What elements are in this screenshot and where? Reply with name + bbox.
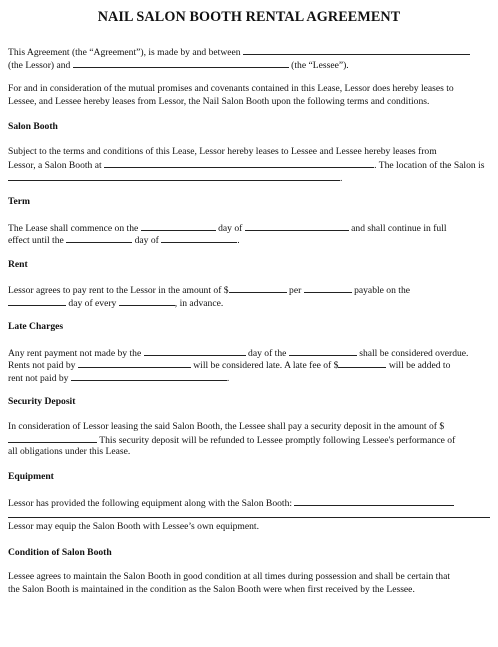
lessee-name-blank[interactable]: [73, 58, 289, 68]
late-period: .: [226, 372, 230, 384]
security-deposit-paragraph: [8, 421, 490, 459]
commence-day-blank[interactable]: [141, 221, 216, 231]
late-charges-heading: Late Charges: [8, 321, 64, 332]
document-title: NAIL SALON BOOTH RENTAL AGREEMENT: [97, 9, 401, 25]
late-month-blank[interactable]: [289, 346, 357, 356]
rent-heading: Rent: [8, 258, 28, 270]
security-line-1: In consideration of Lessor leasing the said Salon Booth, the Lessee shall pay a security deposit in the amount of $: [8, 420, 445, 432]
late-day-of-label: day of the: [248, 347, 287, 359]
rent-period-blank[interactable]: [304, 283, 352, 293]
intro-paragraph: [8, 45, 490, 70]
late-not-paid-date-blank[interactable]: [71, 371, 227, 381]
term-day-of-label: day of: [218, 222, 243, 234]
rent-per-label: per: [289, 285, 302, 296]
rent-amount-label: Lessor agrees to pay rent to the Lessor in the amount of $: [8, 285, 229, 296]
security-line-3: all obligations under this Lease.: [8, 445, 131, 457]
end-month-blank[interactable]: [161, 233, 237, 243]
late-rents-not-paid-label: Rents not paid by: [8, 360, 76, 371]
salon-location-period: .: [340, 172, 343, 184]
late-overdue-label: shall be considered overdue.: [359, 347, 469, 359]
rent-paragraph: [8, 283, 490, 308]
late-added-label: will be added to: [388, 360, 451, 371]
salon-booth-at-label: Lessor, a Salon Booth at: [8, 160, 102, 171]
equipment-provided-label: Lessor has provided the following equipment along with the Salon Booth:: [8, 497, 293, 509]
rent-frequency-blank[interactable]: [119, 296, 175, 306]
salon-location-blank[interactable]: [8, 171, 340, 181]
condition-line-1: Lessee agrees to maintain the Salon Booth in good condition at all times during possession and shall be certain that: [8, 571, 451, 582]
booth-address-blank[interactable]: [104, 158, 374, 168]
salon-booth-heading: Salon Booth: [8, 121, 58, 132]
equipment-heading: Equipment: [8, 471, 54, 482]
late-fee-amount-blank[interactable]: [338, 358, 386, 368]
term-heading: Term: [8, 196, 31, 207]
term-commence-label: The Lease shall commence on the: [8, 222, 139, 234]
end-day-blank[interactable]: [66, 233, 132, 243]
term-until-label: effect until the: [8, 235, 64, 246]
rent-amount-blank[interactable]: [229, 283, 287, 293]
late-due-day-blank[interactable]: [144, 346, 246, 356]
salon-booth-line-1: Subject to the terms and conditions of this Lease, Lessor hereby leases to Lessee and Lessee hereby leases from: [8, 145, 437, 157]
commence-month-blank[interactable]: [245, 221, 349, 231]
late-date-blank[interactable]: [78, 358, 191, 368]
late-rent-not-paid-by-label: rent not paid by: [8, 372, 69, 384]
term-period: .: [237, 235, 240, 246]
equipment-list-blank-line-2[interactable]: [8, 508, 490, 518]
condition-paragraph: [8, 571, 490, 596]
salon-booth-paragraph: [8, 146, 490, 184]
rent-payable-label: payable on the: [354, 285, 411, 296]
intro-lessor-label: (the Lessor) and: [8, 59, 71, 71]
security-deposit-heading: Security Deposit: [8, 396, 76, 407]
equipment-paragraph: [8, 496, 490, 534]
rent-due-day-blank[interactable]: [8, 296, 66, 306]
equipment-list-blank[interactable]: [294, 496, 454, 506]
consideration-line-1: For and in consideration of the mutual promises and covenants contained in this Lease, Lessor does hereby leases to: [8, 83, 454, 94]
term-continue-label: and shall continue in full: [351, 222, 447, 234]
rent-advance-label: , in advance.: [174, 297, 224, 309]
late-fee-label: will be considered late. A late fee of $: [193, 360, 339, 371]
lessor-name-blank[interactable]: [243, 45, 470, 55]
consideration-line-2: Lessee, and Lessee hereby leases from Lessor, the Nail Salon Booth upon the following terms and conditions.: [8, 95, 430, 107]
salon-location-label: . The location of the Salon is: [374, 160, 485, 171]
intro-text: This Agreement (the “Agreement”), is made by and between: [8, 47, 241, 58]
equipment-own-line: Lessor may equip the Salon Booth with Lessee’s own equipment.: [8, 521, 259, 532]
security-refund-label: This security deposit will be refunded to Lessee promptly following Lessee's performance of: [99, 435, 456, 446]
late-made-by-label: Any rent payment not made by the: [8, 347, 142, 359]
rent-day-of-every-label: day of every: [68, 297, 117, 309]
term-paragraph: [8, 221, 490, 246]
condition-heading: Condition of Salon Booth: [8, 546, 112, 558]
condition-line-2: the Salon Booth is maintained in the condition as the Salon Booth were when first received by the Lessee.: [8, 583, 415, 595]
late-charges-paragraph: [8, 346, 490, 384]
intro-lessee-label: (the “Lessee”).: [291, 59, 349, 71]
term-end-day-of-label: day of: [134, 235, 159, 246]
consideration-paragraph: [8, 83, 490, 108]
deposit-amount-blank[interactable]: [8, 433, 97, 443]
